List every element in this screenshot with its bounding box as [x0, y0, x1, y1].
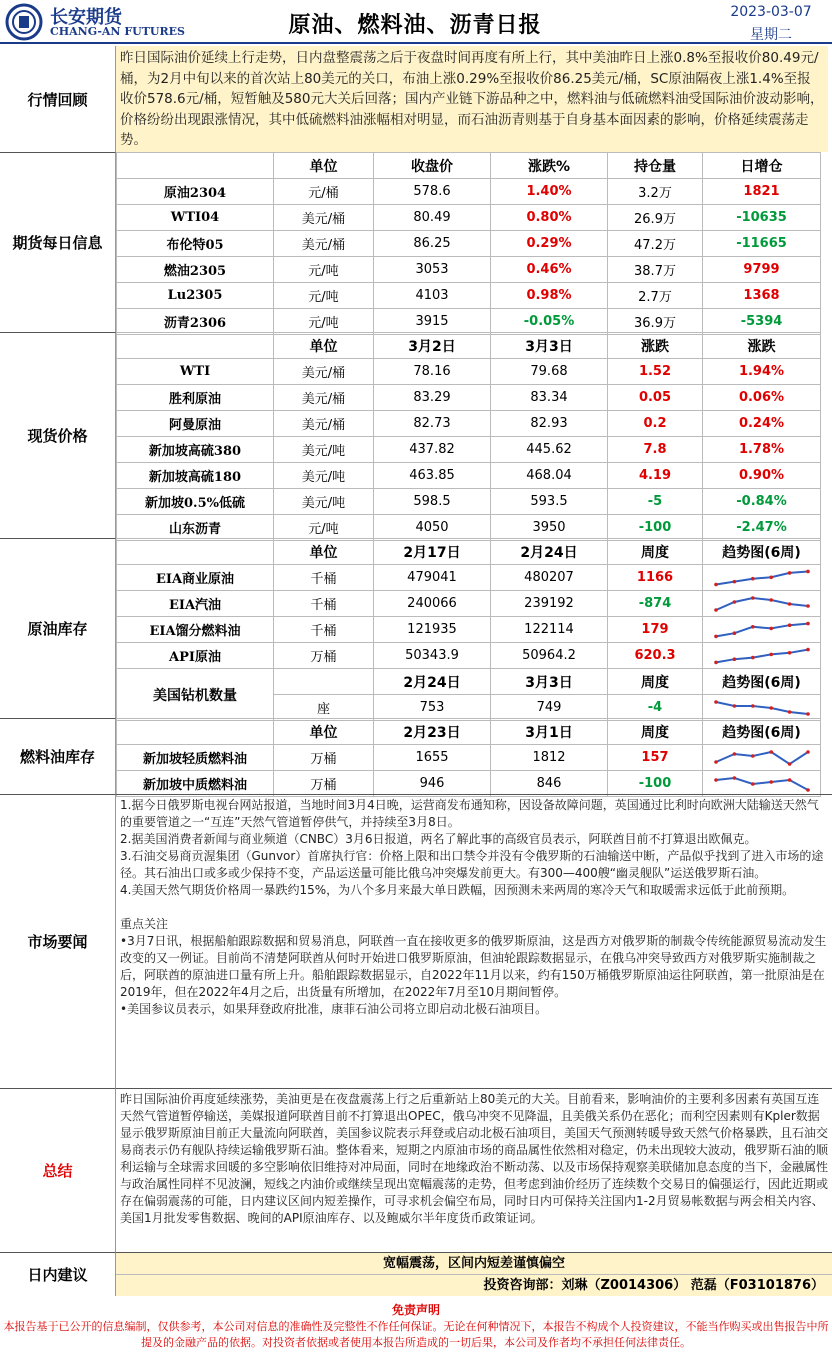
trend-sparkline [712, 594, 812, 614]
column-header: 单位 [274, 153, 374, 179]
table-row [117, 515, 821, 541]
trend-point [714, 608, 718, 612]
value-prev: 50343.9 [374, 643, 491, 669]
table-row [117, 231, 821, 257]
value-prev: 1655 [374, 745, 491, 771]
trend-line [716, 623, 808, 636]
futures-table [116, 152, 821, 335]
trend-point [787, 778, 791, 782]
spot-table [116, 332, 821, 541]
column-header: 3月3日 [491, 333, 608, 359]
change-pct: 0.80% [491, 205, 608, 231]
table-row [117, 179, 821, 205]
unit: 千桶 [274, 565, 374, 591]
disclaimer-text: 本报告基于已公开的信息编制，仅供参考，本公司对信息的准确性及完整性不作任何保证。无论在何种情况下，本报告不构成个人投资建议，不能当作购买或出售报告中所提及的金融产品的依据。对投资者依据或者使用本报告所造成的一切后果，本公司及作者均不承担任何法律责任。 [3, 1320, 829, 1349]
trend-line [716, 702, 808, 714]
close-price: 80.49 [374, 205, 491, 231]
trend-sparkline [712, 646, 812, 666]
news-item: 3.石油交易商贡渥集团（Gunvor）首席执行官：价格上限和出口禁令并没有令俄罗斯的石油输送中断，产品似乎找到了进入市场的途径。其石油出口或多或少保持不变，产品运送量可能比俄乌冲突爆发前更大。有300—400艘“幽灵舰队”运送俄罗斯石油。 [120, 849, 824, 880]
trend-cell [703, 591, 821, 617]
news-label: 市场要闻 [0, 794, 116, 1088]
futures-label: 期货每日信息 [0, 152, 116, 332]
column-header: 单位 [274, 333, 374, 359]
disclaimer-title: 免责声明 [391, 1303, 440, 1317]
trend-point [732, 752, 736, 756]
price-prev: 4050 [374, 515, 491, 541]
product-name: 胜利原油 [117, 385, 274, 411]
trend-point [806, 712, 810, 716]
news-item: 重点关注 [120, 917, 169, 931]
close-price: 4103 [374, 283, 491, 309]
column-header: 持仓量 [608, 153, 703, 179]
unit: 千桶 [274, 591, 374, 617]
contract-name: WTI04 [117, 205, 274, 231]
trend-point [787, 623, 791, 627]
review-text: 昨日国际油价延续上行走势，日内盘整震荡之后于夜盘时间再度有所上行，其中美油昨日上涨0.8%至报收价80.49元/桶，为2月中旬以来的首次站上80美元的关口，布油上涨0.29%至报收价86.25美元/桶，SC原油隔夜上涨1.4%至报收价578.6元/桶，短暂触及580元大关后回落；国内产业链下游品种之中，燃料油与低硫燃料油受国际油价波动影响，价格纷纷出现跟涨情况，其中低硫燃料油涨幅相对明显，而石油沥青则基于自身基本面因素的影响，价格延续震荡走势。 [116, 46, 828, 152]
value-curr: 480207 [491, 565, 608, 591]
trend-cell [703, 643, 821, 669]
trend-point [769, 750, 773, 754]
crude-inv-label: 原油库存 [0, 538, 116, 718]
change-abs: 0.2 [608, 411, 703, 437]
table-row [117, 283, 821, 309]
table-row [117, 565, 821, 591]
price-prev: 463.85 [374, 463, 491, 489]
unit: 万桶 [274, 643, 374, 669]
trend-point [732, 600, 736, 604]
change-pct: -0.84% [703, 489, 821, 515]
trend-line [716, 649, 808, 662]
trend-point [751, 655, 755, 659]
spot-label: 现货价格 [0, 332, 116, 538]
weekly-change: 1166 [608, 565, 703, 591]
unit: 元/吨 [274, 283, 374, 309]
unit: 美元/吨 [274, 437, 374, 463]
change-pct: -0.05% [491, 309, 608, 335]
column-header: 3月2日 [374, 333, 491, 359]
column-header: 日增仓 [703, 153, 821, 179]
column-header [117, 539, 274, 565]
trend-point [751, 704, 755, 708]
trend-point [806, 647, 810, 651]
oi-change: -11665 [703, 231, 821, 257]
rig-count-name: 美国钻机数量 [117, 669, 274, 721]
inventory-name: EIA汽油 [117, 591, 274, 617]
column-header: 2月24日 [374, 669, 491, 695]
value-prev: 753 [374, 695, 491, 721]
news-item: •美国参议员表示，如果拜登政府批准，康菲石油公司将立即启动北极石油项目。 [120, 1002, 548, 1016]
trend-point [806, 788, 810, 792]
column-header: 趋势图(6周) [703, 719, 821, 745]
contract-name: 沥青2306 [117, 309, 274, 335]
column-header: 涨跌 [703, 333, 821, 359]
open-interest: 47.2万 [608, 231, 703, 257]
contract-name: 原油2304 [117, 179, 274, 205]
trend-point [732, 657, 736, 661]
price-prev: 598.5 [374, 489, 491, 515]
change-pct: 1.94% [703, 359, 821, 385]
close-price: 86.25 [374, 231, 491, 257]
close-price: 3053 [374, 257, 491, 283]
weekly-change: 620.3 [608, 643, 703, 669]
weekly-change: 179 [608, 617, 703, 643]
change-abs: 4.19 [608, 463, 703, 489]
value-prev: 121935 [374, 617, 491, 643]
column-header: 周度 [608, 539, 703, 565]
summary-label: 总结 [0, 1088, 116, 1252]
price-prev: 82.73 [374, 411, 491, 437]
unit: 元/吨 [274, 257, 374, 283]
trend-point [806, 750, 810, 754]
table-row [117, 617, 821, 643]
trend-point [714, 660, 718, 664]
inventory-name: 新加坡轻质燃料油 [117, 745, 274, 771]
unit: 座 [274, 695, 374, 721]
trend-point [806, 569, 810, 573]
table-row [117, 411, 821, 437]
price-curr: 3950 [491, 515, 608, 541]
table-row [117, 463, 821, 489]
value-prev: 240066 [374, 591, 491, 617]
report-date: 2023-03-07 [730, 4, 812, 20]
open-interest: 2.7万 [608, 283, 703, 309]
summary-text: 昨日国际油价再度延续涨势，美油更是在夜盘震荡上行之后重新站上80美元的大关。目前看来，影响油价的主要利多因素有英国互连天然气管道暂停输送，美媒报道阿联酋目前不打算退出OPEC，俄乌冲突不见降温，且美俄关系仍在恶化；而利空因素则有Kpler数据显示俄罗斯原油目前正大量流向阿联酋，美国参议院表示拜登或启动北极石油项目，美国天气预测转暖导致天然气价格暴跌，且石油交易商表示仍有舰队持续运输俄罗斯石油。整体看来，短期之内原油市场的商品属性依然相对稳定，仍未出现较大波动，俄罗斯石油的顺利运输与全球需求回暖的多空影响依旧维持对冲局面，同时在地缘政治不断动荡、以及市场保持观察美联储加息态度的当下，金融属性与政治属性同样不见波澜，短线之内油价或继续呈现出宽幅震荡的走势，但考虑到油价经历了连续数个交易日的偏强运行，因此近期或存在偏弱震荡的可能，日内建议区间内短差操作，可寻求机会偏空布局，同时日内可保持关注国内1-2月贸易帐数据与两会相关内容、美国1月批发零售数据、晚间的API原油库存、以及鲍威尔半年度货币政策证词。 [116, 1088, 832, 1252]
trend-point [806, 604, 810, 608]
change-pct: 0.29% [491, 231, 608, 257]
unit: 美元/桶 [274, 411, 374, 437]
price-curr: 593.5 [491, 489, 608, 515]
value-prev: 479041 [374, 565, 491, 591]
trend-line [716, 571, 808, 584]
price-curr: 468.04 [491, 463, 608, 489]
trend-line [716, 778, 808, 790]
company-name-en: CHANG-AN FUTURES [50, 25, 185, 38]
close-price: 578.6 [374, 179, 491, 205]
news-text [116, 794, 832, 1088]
weekly-change: -4 [608, 695, 703, 721]
close-price: 3915 [374, 309, 491, 335]
review-label: 行情回顾 [0, 46, 116, 152]
trend-point [787, 602, 791, 606]
fuel-inv-table [116, 718, 821, 797]
table-row [117, 643, 821, 669]
product-name: 新加坡0.5%低硫 [117, 489, 274, 515]
product-name: 新加坡高硫180 [117, 463, 274, 489]
contract-name: Lu2305 [117, 283, 274, 309]
trend-point [769, 626, 773, 630]
change-pct: 0.90% [703, 463, 821, 489]
open-interest: 3.2万 [608, 179, 703, 205]
oi-change: -10635 [703, 205, 821, 231]
change-pct: 1.78% [703, 437, 821, 463]
trend-point [714, 582, 718, 586]
trend-cell [703, 771, 821, 797]
trend-cell [703, 695, 821, 721]
change-abs: -5 [608, 489, 703, 515]
trend-point [769, 706, 773, 710]
table-row [117, 489, 821, 515]
trend-point [769, 780, 773, 784]
column-header: 涨跌% [491, 153, 608, 179]
open-interest: 26.9万 [608, 205, 703, 231]
unit: 万桶 [274, 771, 374, 797]
trend-line [716, 752, 808, 764]
change-pct: 0.24% [703, 411, 821, 437]
change-pct: 1.40% [491, 179, 608, 205]
value-curr: 749 [491, 695, 608, 721]
trend-point [769, 575, 773, 579]
trend-point [751, 754, 755, 758]
price-prev: 78.16 [374, 359, 491, 385]
open-interest: 36.9万 [608, 309, 703, 335]
unit: 美元/桶 [274, 205, 374, 231]
unit-header [274, 669, 374, 695]
table-row [117, 309, 821, 335]
news-item [120, 899, 828, 916]
table-row [117, 591, 821, 617]
news-item: 1.据今日俄罗斯电视台网站报道，当地时间3月4日晚，运营商发布通知称，因设备故障问题，英国通过比利时向欧洲大陆输送天然气的重要管道之一“互连”天然气管道暂停供气，并持续至3月8日。 [120, 798, 819, 829]
price-prev: 437.82 [374, 437, 491, 463]
price-curr: 79.68 [491, 359, 608, 385]
table-row [117, 745, 821, 771]
column-header: 趋势图(6周) [703, 539, 821, 565]
column-header [117, 153, 274, 179]
report-header [0, 0, 832, 44]
news-item: •3月7日讯，根据船舶跟踪数据和贸易消息，阿联酋一直在接收更多的俄罗斯原油，这是西方对俄罗斯的制裁令传统能源贸易流动发生改变的又一例证。目前尚不清楚阿联酋从何时开始进口俄罗斯原油，但油轮跟踪数据显示，在俄乌冲突导致西方对俄罗斯实施制裁之后，阿联酋的原油进口量有所上升。船舶跟踪数据显示，自2022年11月以来，约有150万桶俄罗斯原油运往阿联酋，第一批原油是在2019年，但在2022年4月之后，出货量有所增加，在2022年7月至10月期间暂停。 [120, 934, 827, 999]
trend-point [769, 652, 773, 656]
change-pct: -2.47% [703, 515, 821, 541]
value-curr: 122114 [491, 617, 608, 643]
trend-point [714, 634, 718, 638]
value-prev: 946 [374, 771, 491, 797]
table-header-row [117, 153, 821, 179]
trend-sparkline [712, 568, 812, 588]
trend-cell [703, 617, 821, 643]
trend-cell [703, 565, 821, 591]
column-header [117, 333, 274, 359]
trend-point [751, 596, 755, 600]
trend-point [732, 631, 736, 635]
column-header: 收盘价 [374, 153, 491, 179]
price-curr: 83.34 [491, 385, 608, 411]
contract-name: 布伦特05 [117, 231, 274, 257]
crude-inv-table [116, 538, 821, 721]
trend-point [787, 762, 791, 766]
price-curr: 82.93 [491, 411, 608, 437]
advice-label: 日内建议 [0, 1252, 116, 1296]
oi-change: 1368 [703, 283, 821, 309]
change-abs: -100 [608, 515, 703, 541]
change-abs: 0.05 [608, 385, 703, 411]
product-name: 阿曼原油 [117, 411, 274, 437]
news-item: 2.据美国消费者新闻与商业频道（CNBC）3月6日报道，两名了解此事的高级官员表示，阿联酋目前不打算退出欧佩克。 [120, 832, 757, 846]
change-pct: 0.06% [703, 385, 821, 411]
oi-change: 9799 [703, 257, 821, 283]
trend-cell [703, 745, 821, 771]
trend-point [769, 598, 773, 602]
column-header: 3月1日 [491, 719, 608, 745]
value-curr: 50964.2 [491, 643, 608, 669]
value-curr: 239192 [491, 591, 608, 617]
column-header: 涨跌 [608, 333, 703, 359]
company-name-cn: 长安期货 [50, 7, 122, 28]
change-pct: 0.98% [491, 283, 608, 309]
unit: 元/吨 [274, 309, 374, 335]
news-item: 4.美国天然气期货价格周一暴跌约15%，为八个多月来最大单日跌幅，因预测未来两周的寒冷天气和取暖需求远低于此前预期。 [120, 883, 795, 897]
unit: 美元/吨 [274, 463, 374, 489]
advice-text: 宽幅震荡，区间内短差谨慎偏空 [116, 1252, 832, 1274]
column-header: 2月23日 [374, 719, 491, 745]
trend-point [787, 710, 791, 714]
trend-point [732, 579, 736, 583]
trend-point [732, 704, 736, 708]
change-pct: 0.46% [491, 257, 608, 283]
disclaimer [0, 1302, 832, 1351]
oi-change: 1821 [703, 179, 821, 205]
trend-point [751, 625, 755, 629]
table-row [117, 385, 821, 411]
trend-point [714, 778, 718, 782]
table-row [117, 205, 821, 231]
price-prev: 83.29 [374, 385, 491, 411]
unit: 美元/桶 [274, 359, 374, 385]
weekly-change: -874 [608, 591, 703, 617]
unit: 美元/桶 [274, 385, 374, 411]
weekly-change: 157 [608, 745, 703, 771]
unit: 元/桶 [274, 179, 374, 205]
product-name: 山东沥青 [117, 515, 274, 541]
table-row [117, 359, 821, 385]
trend-point [714, 700, 718, 704]
inventory-name: API原油 [117, 643, 274, 669]
trend-point [714, 760, 718, 764]
column-header: 单位 [274, 719, 374, 745]
open-interest: 38.7万 [608, 257, 703, 283]
column-header: 周度 [608, 719, 703, 745]
fuel-inv-label: 燃料油库存 [0, 718, 116, 794]
column-header: 2月17日 [374, 539, 491, 565]
value-curr: 846 [491, 771, 608, 797]
column-header: 2月24日 [491, 539, 608, 565]
column-header: 周度 [608, 669, 703, 695]
trend-point [787, 571, 791, 575]
price-curr: 445.62 [491, 437, 608, 463]
table-row [117, 771, 821, 797]
table-header-row [117, 333, 821, 359]
unit: 美元/桶 [274, 231, 374, 257]
unit: 万桶 [274, 745, 374, 771]
inventory-name: EIA商业原油 [117, 565, 274, 591]
trend-point [751, 782, 755, 786]
change-abs: 1.52 [608, 359, 703, 385]
column-header: 趋势图(6周) [703, 669, 821, 695]
inventory-name: EIA馏分燃料油 [117, 617, 274, 643]
column-header [117, 719, 274, 745]
weekly-change: -100 [608, 771, 703, 797]
trend-point [751, 576, 755, 580]
oi-change: -5394 [703, 309, 821, 335]
trend-line [716, 598, 808, 610]
report-weekday: 星期二 [750, 27, 792, 43]
table-header-row [117, 719, 821, 745]
unit: 千桶 [274, 617, 374, 643]
unit: 元/吨 [274, 515, 374, 541]
trend-point [787, 651, 791, 655]
rig-header-row [117, 669, 821, 695]
column-header: 3月3日 [491, 669, 608, 695]
trend-point [732, 776, 736, 780]
trend-point [806, 621, 810, 625]
inventory-name: 新加坡中质燃料油 [117, 771, 274, 797]
company-logo-icon [4, 3, 44, 41]
trend-sparkline [712, 698, 812, 718]
product-name: 新加坡高硫380 [117, 437, 274, 463]
advisor-info: 投资咨询部：刘琳（Z0014306） 范磊（F03101876） [116, 1274, 832, 1296]
table-header-row [117, 539, 821, 565]
product-name: WTI [117, 359, 274, 385]
trend-sparkline [712, 620, 812, 640]
column-header: 单位 [274, 539, 374, 565]
report-title: 原油、燃料油、沥青日报 [288, 13, 542, 38]
table-row [117, 257, 821, 283]
table-row [117, 437, 821, 463]
trend-sparkline [712, 774, 812, 794]
contract-name: 燃油2305 [117, 257, 274, 283]
trend-sparkline [712, 748, 812, 768]
change-abs: 7.8 [608, 437, 703, 463]
unit: 美元/吨 [274, 489, 374, 515]
value-curr: 1812 [491, 745, 608, 771]
